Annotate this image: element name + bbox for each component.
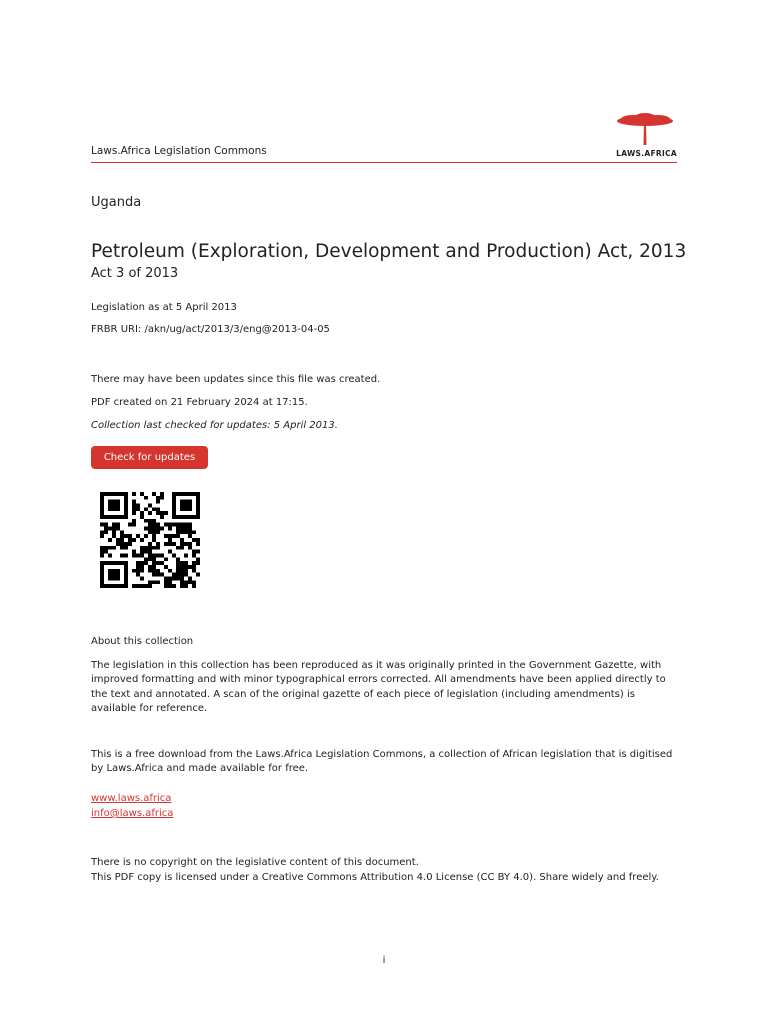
collection-checked-date: Collection last checked for updates: 5 April 2013. xyxy=(91,420,338,431)
updates-notice: There may have been updates since this file was created. xyxy=(91,374,381,385)
legislation-date: Legislation as at 5 April 2013 xyxy=(91,302,237,313)
act-number: Act 3 of 2013 xyxy=(91,266,179,281)
qr-code-icon[interactable] xyxy=(100,492,200,588)
logo-text: LAWS.AFRICA xyxy=(616,149,677,158)
check-for-updates-button[interactable]: Check for updates xyxy=(91,446,208,469)
acacia-tree-icon xyxy=(615,112,675,146)
laws-africa-logo xyxy=(613,112,677,158)
about-text: The legislation in this collection has been reproduced as it was originally printed in the Government Gazette, with improved formatting and with minor typographical errors corrected. All amendments have been applied directly to the text and annotated. A scan of the original gazette of each piece of legislation (including amendments) is available for reference. xyxy=(91,660,666,714)
about-heading: About this collection xyxy=(91,636,194,647)
page-number: i xyxy=(382,955,386,966)
free-download-text: This is a free download from the Laws.Africa Legislation Commons, a collection of African legislation that is digitised by Laws.Africa and made available for free. xyxy=(91,749,673,775)
country-label: Uganda xyxy=(91,195,142,210)
pdf-created-date: PDF created on 21 February 2024 at 17:15. xyxy=(91,397,308,408)
copyright-notice: There is no copyright on the legislative content of this document. xyxy=(91,857,419,868)
email-link[interactable]: info@laws.africa xyxy=(91,808,174,819)
document-page xyxy=(91,0,687,1024)
license-notice: This PDF copy is licensed under a Creative Commons Attribution 4.0 License (CC BY 4.0). Share widely and freely. xyxy=(91,872,659,883)
page-header xyxy=(91,112,677,163)
frbr-uri: FRBR URI: /akn/ug/act/2013/3/eng@2013-04-05 xyxy=(91,324,330,335)
website-link[interactable]: www.laws.africa xyxy=(91,793,172,804)
act-title: Petroleum (Exploration, Development and Production) Act, 2013 xyxy=(91,241,687,262)
header-title: Laws.Africa Legislation Commons xyxy=(91,145,267,157)
